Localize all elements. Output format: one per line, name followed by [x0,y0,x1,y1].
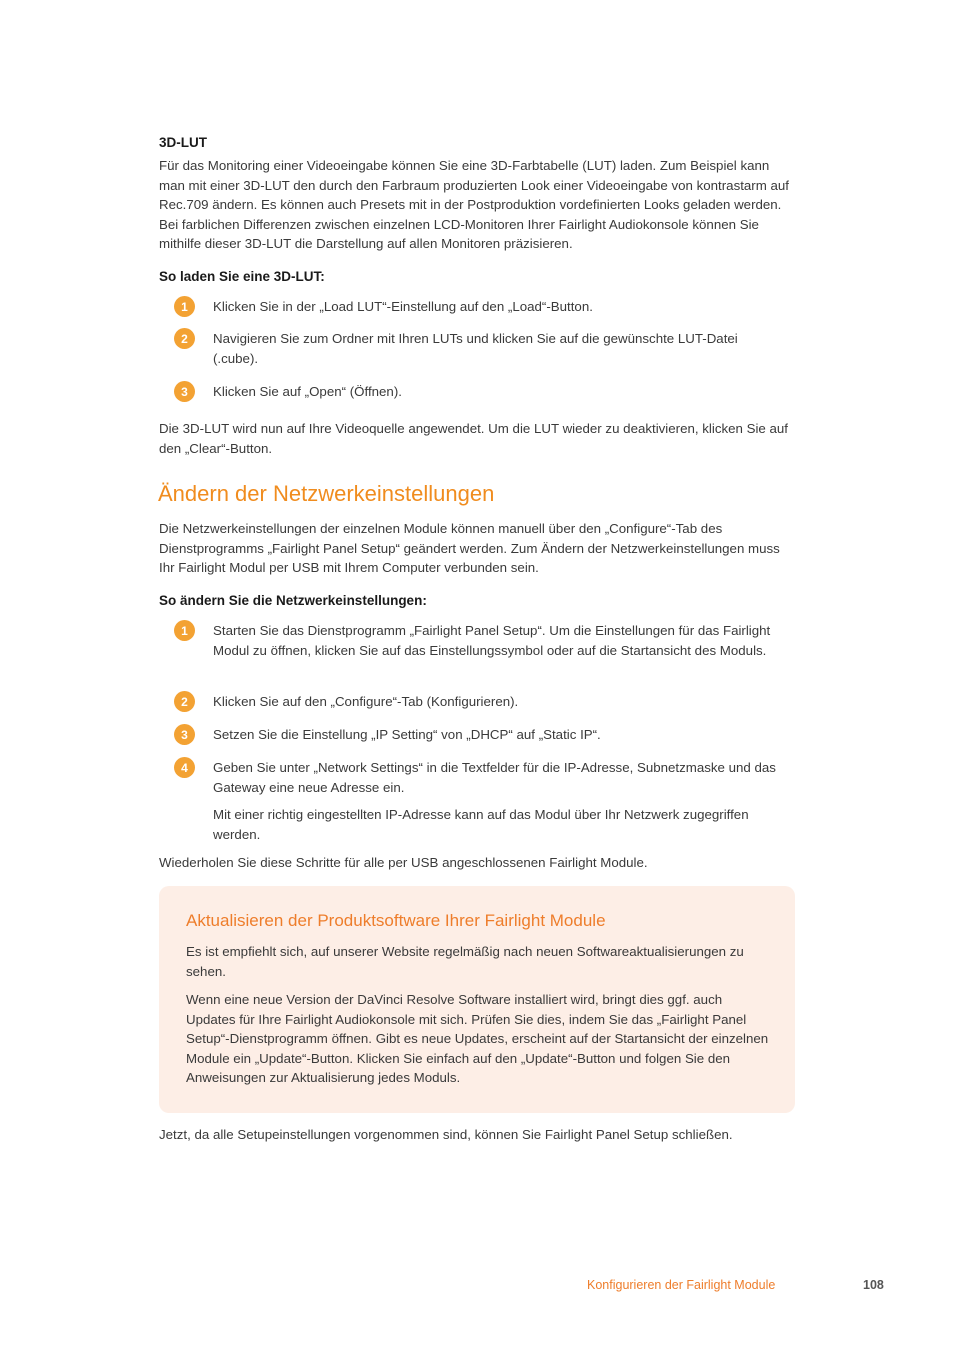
section-heading-3d-lut: 3D-LUT [159,135,207,150]
step-number-badge: 3 [174,724,195,745]
step-text: Klicken Sie auf „Open“ (Öffnen). [213,384,402,399]
step-text: Starten Sie das Dienstprogramm „Fairlight Panel Setup“. Um die Einstellungen für das Fairlight Modul zu öffnen, klicken Sie auf das Einstellungssymbol oder auf die Startansicht des Moduls. [213,623,771,658]
howto-heading-load-lut: So laden Sie eine 3D-LUT: [159,269,325,284]
step-text: Navigieren Sie zum Ordner mit Ihren LUTs und klicken Sie auf die gewünschte LUT-Datei (.cube). [213,331,738,366]
howto-heading-network: So ändern Sie die Netzwerkeinstellungen: [159,593,427,608]
step-number-badge: 2 [174,691,195,712]
note-paragraph-2: Wenn eine neue Version der DaVinci Resolve Software installiert wird, bringt dies ggf. auch Updates für Ihre Fairlight Audiokonsole mit sich. Prüfen Sie dies, indem Sie das „Fairlight Panel Setup“-Dienstprogramm öffnen. Gibt es neue Updates, erscheint auf der Startansicht der einzelnen Module ein „Update“-Button. Klicken Sie einfach auf den „Update“-Button und folgen Sie den Anweisungen zur Aktualisierung jedes Moduls. [186,992,769,1086]
footer-page-number: 108 [863,1278,884,1292]
step-text: Setzen Sie die Einstellung „IP Setting“ von „DHCP“ auf „Static IP“. [213,727,601,742]
step-4-note: Mit einer richtig eingestellten IP-Adresse kann auf das Modul über Ihr Netzwerk zugegriffen werden. [213,807,749,842]
section-heading-network: Ändern der Netzwerkeinstellungen [158,481,495,506]
step-number-badge: 1 [174,296,195,317]
paragraph-3d-lut-intro: Für das Monitoring einer Videoeingabe können Sie eine 3D-Farbtabelle (LUT) laden. Zum Beispiel kann man mit einer 3D-LUT den durch den Farbraum produzierten Look einer Videoeingabe von kontrastarm auf Rec.709 ändern. Es können auch Presets mit in der Postproduktion vordefinierten Looks geladen werden. Bei farblichen Differenzen zwischen einzelnen LCD-Monitoren Ihrer Fairlight Audiokonsole können Sie mithilfe dieser 3D-LUT die Darstellung auf allen Monitoren präzisieren. [159,158,789,252]
paragraph-network-outro: Wiederholen Sie diese Schritte für alle per USB angeschlossenen Fairlight Module. [159,855,648,870]
note-title: Aktualisieren der Produktsoftware Ihrer Fairlight Module [186,911,606,930]
paragraph-3d-lut-outro: Die 3D-LUT wird nun auf Ihre Videoquelle angewendet. Um die LUT wieder zu deaktivieren, klicken Sie auf den „Clear“-Button. [159,421,788,456]
step-number-badge: 2 [174,328,195,349]
note-box-software-update [159,886,795,1113]
paragraph-closing: Jetzt, da alle Setupeinstellungen vorgenommen sind, können Sie Fairlight Panel Setup schließen. [159,1127,733,1142]
step-text: Klicken Sie auf den „Configure“-Tab (Konfigurieren). [213,694,519,709]
step-number-badge: 3 [174,381,195,402]
step-number-badge: 4 [174,757,195,778]
paragraph-network-intro: Die Netzwerkeinstellungen der einzelnen Module können manuell über den „Configure“-Tab des Dienstprogramms „Fairlight Panel Setup“ geändert werden. Zum Ändern der Netzwerkeinstellungen muss Ihr Fairlight Modul per USB mit Ihrem Computer verbunden sein. [159,521,780,576]
step-number-badge: 1 [174,620,195,641]
step-text: Geben Sie unter „Network Settings“ in die Textfelder für die IP-Adresse, Subnetzmaske und das Gateway eine neue Adresse ein. [213,760,776,795]
note-paragraph-1: Es ist empfiehlt sich, auf unserer Website regelmäßig nach neuen Softwareaktualisierungen zu sehen. [186,944,744,979]
footer-section-title: Konfigurieren der Fairlight Module [587,1278,776,1292]
step-text: Klicken Sie in der „Load LUT“-Einstellung auf den „Load“-Button. [213,299,593,314]
